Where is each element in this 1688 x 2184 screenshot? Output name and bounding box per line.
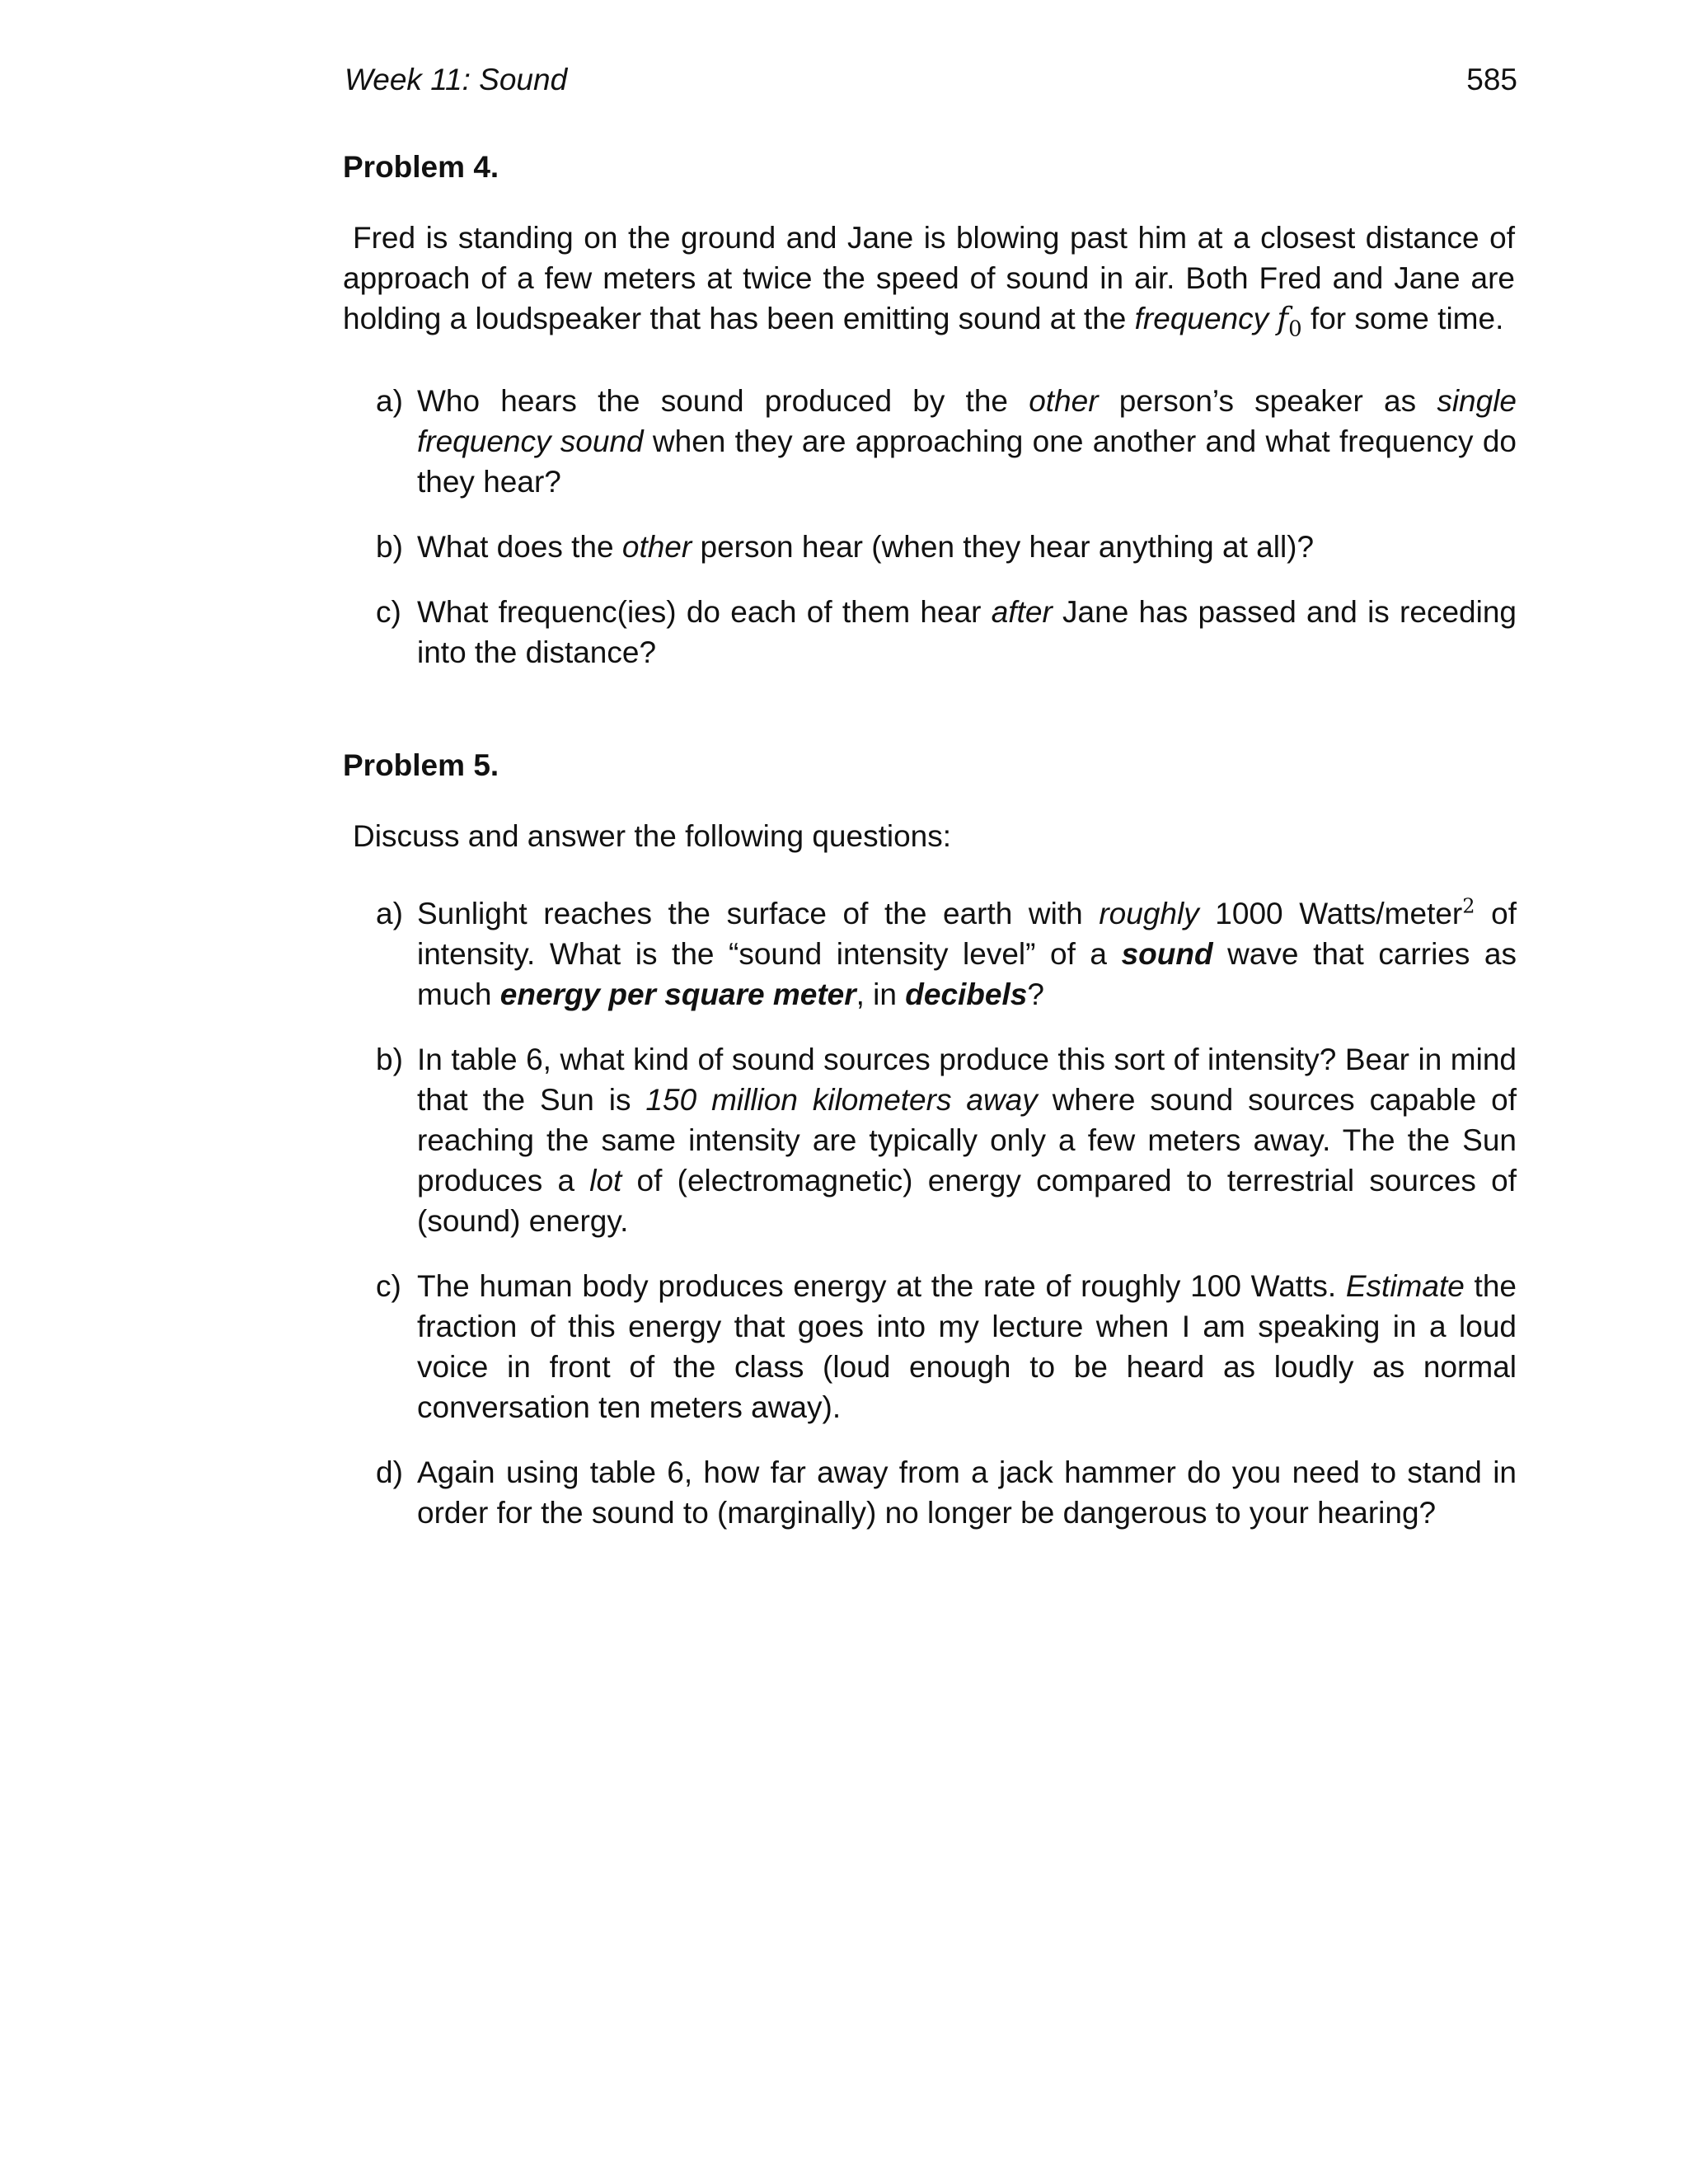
problem-5-question-c: c) The human body produces energy at the rate of roughly 100 Watts. Estimate the fraction of this energy that goes into my lecture when I am speaking in a loud voice in front of the class (loud enough to be heard as loudly as normal conversation ten meters away). [363,1266,1517,1427]
problem-4-question-b: b) What does the other person hear (when they hear anything at all)? [363,527,1517,567]
problem-4-questions [363,381,1517,697]
page-number: 585 [1466,63,1517,96]
frequency-symbol: $f_0$ [1277,301,1302,342]
running-header-title: Week 11: Sound [345,63,568,96]
problem-5-questions [363,893,1517,1558]
problem-5-heading: Problem 5. [343,748,499,782]
frequency-term: frequency [1134,302,1269,335]
problem-4-intro-text: Fred is standing on the ground and Jane is blowing past him at a closest distance of approach of a few meters at twice the speed of sound in air. Both Fred and Jane are holding a loudspeaker that has been emitting sound at the [343,221,1515,335]
problem-5-question-b: b) In table 6, what kind of sound sources produce this sort of intensity? Bear in mind that the Sun is 150 million kilometers away where sound sources capable of reaching the same intensity are typically only a few meters away. The the Sun produces a lot of (electromagnetic) energy compared to terrestrial sources of (sound) energy. [363,1039,1517,1241]
question-label: c) [376,595,401,629]
problem-4-heading: Problem 4. [343,150,499,184]
problem-4-intro: Fred is standing on the ground and Jane is blowing past him at a closest distance of approach of a few meters at twice the speed of sound in air. Both Fred and Jane are holding a loudspeaker that has been emitting sound at the frequency $f_0$ for some time. [343,221,1515,342]
problem-5-intro: Discuss and answer the following questions: [353,819,951,853]
question-label: b) [376,1043,403,1076]
problem-4-question-c: c) What frequenc(ies) do each of them hear after Jane has passed and is receding into the distance? [363,592,1517,673]
question-label: a) [376,384,403,418]
problem-4-question-a: a) Who hears the sound produced by the other person’s speaker as single frequency sound when they are approaching one another and what frequency do they hear? [363,381,1517,502]
problem-5-question-a: a) Sunlight reaches the surface of the earth with roughly 1000 Watts/meter$^2$ of intensity. What is the “sound intensity level” of a sound wave that carries as much energy per square meter, in decibels? [376,894,1517,1011]
question-label: d) [376,1455,403,1489]
problem-5-question-d: d) Again using table 6, how far away from a jack hammer do you need to stand in order for the sound to (marginally) no longer be dangerous to your hearing? [363,1452,1517,1533]
question-label: a) [376,897,403,930]
question-label: c) [376,1269,401,1303]
question-label: b) [376,530,403,564]
